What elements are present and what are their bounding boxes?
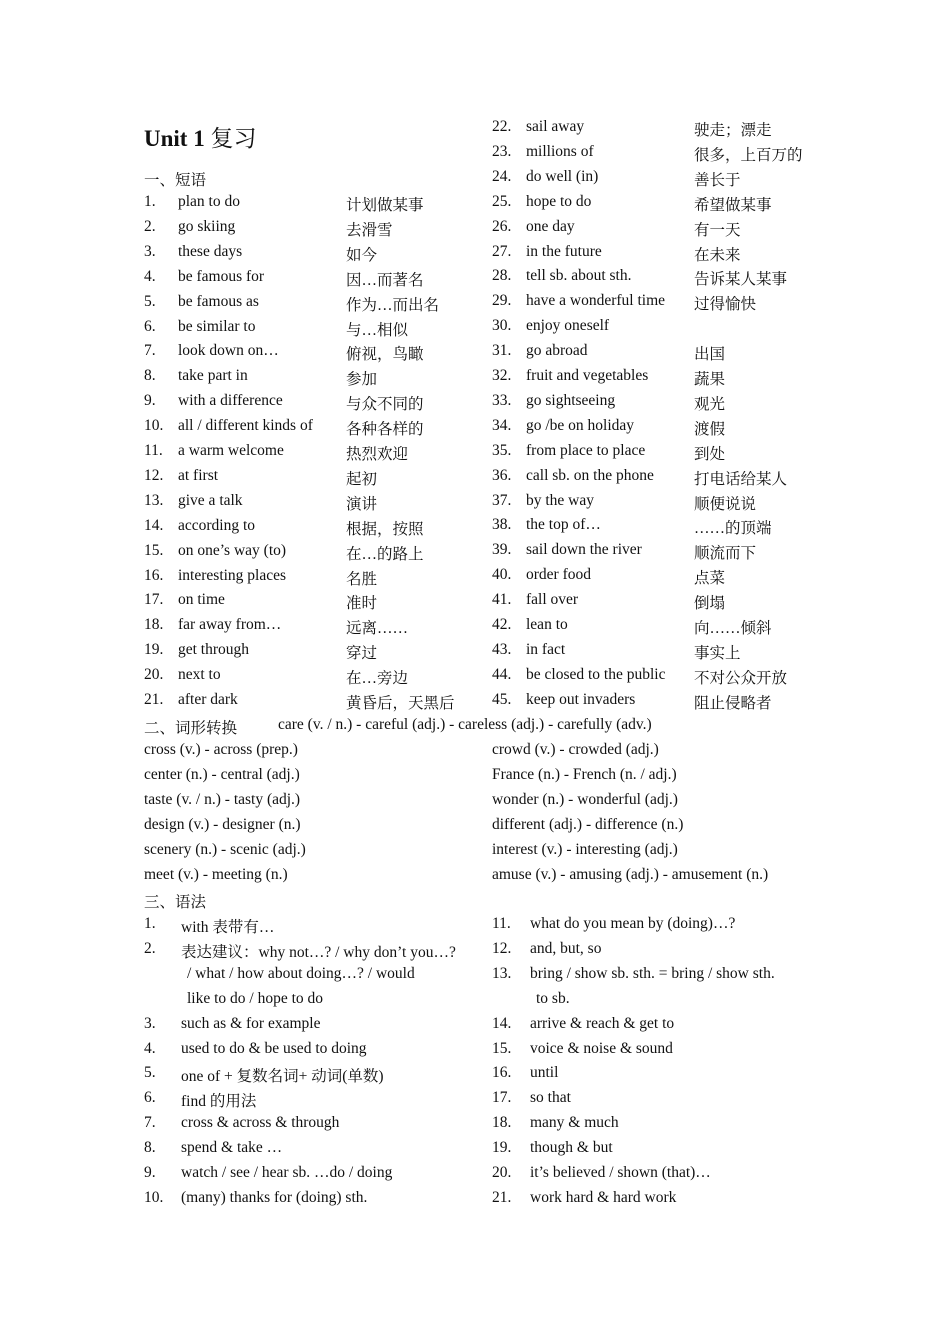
phrase-english: plan to do [178, 193, 240, 210]
phrase-chinese: 演讲 [346, 495, 378, 513]
grammar-item: many & much [530, 1114, 619, 1132]
phrase-number: 31. [492, 342, 512, 360]
phrase-chinese: 在…的路上 [346, 545, 424, 563]
phrase-number: 33. [492, 391, 512, 409]
phrase-chinese: 到处 [694, 445, 726, 463]
phrase-chinese: 远离…… [346, 620, 409, 638]
phrase-english: from place to place [526, 441, 646, 459]
phrase-english: have a wonderful time [526, 292, 666, 310]
grammar-item: 表达建议：why not…? / why don’t you…? [181, 943, 456, 961]
phrase-number: 41. [492, 591, 512, 609]
word-form-line: wonder (n.) - wonderful (adj.) [492, 790, 678, 808]
grammar-number: 8. [144, 1139, 156, 1157]
phrase-chinese: 点菜 [694, 570, 726, 588]
phrase-chinese: 穿过 [346, 645, 378, 663]
grammar-number: 5. [144, 1064, 156, 1082]
grammar-item: used to do & be used to doing [181, 1039, 367, 1057]
phrase-english: with a difference [178, 392, 283, 410]
phrase-chinese: 很多，上百万的 [694, 146, 803, 164]
grammar-item: though & but [530, 1139, 613, 1157]
phrase-english: hope to do [526, 192, 592, 210]
grammar-number: 18. [492, 1114, 512, 1132]
grammar-item: watch / see / hear sb. …do / doing [181, 1164, 393, 1181]
grammar-item: (many) thanks for (doing) sth. [181, 1188, 368, 1206]
phrase-english: lean to [526, 616, 568, 633]
phrase-chinese: 参加 [346, 371, 378, 389]
phrase-number: 38. [492, 516, 512, 534]
phrase-chinese: 顺流而下 [694, 545, 757, 563]
phrase-chinese: 与众不同的 [346, 396, 424, 414]
phrase-number: 15. [144, 541, 164, 559]
phrase-english: order food [526, 566, 591, 584]
phrase-number: 40. [492, 566, 512, 584]
phrase-number: 26. [492, 217, 512, 235]
phrase-number: 22. [492, 118, 512, 135]
grammar-number: 6. [144, 1089, 156, 1107]
section-heading-phrases: 一、短语 [144, 172, 207, 189]
phrase-chinese: 在…旁边 [346, 670, 409, 688]
grammar-item: one of + 复数名词+ 动词(单数) [181, 1068, 384, 1086]
grammar-item: it’s believed / shown (that)… [530, 1164, 711, 1181]
phrase-english: do well (in) [526, 167, 599, 185]
phrase-number: 29. [492, 292, 512, 310]
phrase-chinese: 去滑雪 [346, 221, 393, 239]
phrase-english: in fact [526, 640, 566, 658]
phrase-english: according to [178, 516, 256, 534]
word-form-line: interest (v.) - interesting (adj.) [492, 840, 678, 858]
phrase-number: 24. [492, 167, 512, 185]
phrase-number: 42. [492, 616, 512, 633]
grammar-item: what do you mean by (doing)…? [530, 915, 736, 932]
phrase-english: take part in [178, 367, 248, 385]
phrase-english: go sightseeing [526, 391, 616, 409]
phrase-english: go /be on holiday [526, 416, 635, 434]
phrase-english: be famous for [178, 267, 265, 285]
phrase-number: 45. [492, 690, 512, 708]
phrase-chinese: 起初 [346, 470, 378, 488]
phrase-number: 21. [144, 691, 164, 708]
word-form-line: center (n.) - central (adj.) [144, 765, 300, 783]
phrase-chinese: 准时 [346, 595, 378, 613]
phrase-number: 28. [492, 267, 512, 285]
grammar-number: 14. [492, 1014, 512, 1032]
phrase-chinese: 倒塌 [694, 595, 726, 613]
grammar-number: 13. [492, 964, 512, 982]
phrase-chinese: 观光 [694, 395, 726, 413]
grammar-item: cross & across & through [181, 1114, 340, 1132]
phrase-english: go skiing [178, 217, 236, 235]
grammar-number: 3. [144, 1014, 156, 1032]
phrase-english: these days [178, 242, 243, 260]
phrase-english: interesting places [178, 566, 287, 584]
phrase-chinese: 蔬果 [694, 371, 726, 388]
word-form-line: scenery (n.) - scenic (adj.) [144, 840, 306, 858]
grammar-number: 21. [492, 1188, 512, 1206]
phrase-chinese: 向……倾斜 [694, 620, 772, 637]
word-form-line: care (v. / n.) - careful (adj.) - careless (adj.) - carefully (adv.) [278, 716, 652, 733]
grammar-number: 19. [492, 1139, 512, 1157]
phrase-chinese: 计划做某事 [346, 197, 424, 214]
grammar-item: bring / show sb. sth. = bring / show sth. [530, 964, 775, 982]
phrase-chinese: 事实上 [694, 644, 741, 662]
phrase-number: 1. [144, 193, 156, 210]
phrase-chinese: 出国 [694, 346, 726, 364]
phrase-number: 27. [492, 242, 512, 260]
phrase-english: call sb. on the phone [526, 466, 654, 484]
phrase-english: tell sb. about sth. [526, 267, 632, 285]
page-title-en: Unit 1 [144, 126, 205, 151]
word-form-line: different (adj.) - difference (n.) [492, 815, 684, 833]
phrase-english: look down on… [178, 342, 279, 360]
grammar-number: 15. [492, 1039, 512, 1057]
phrase-english: give a talk [178, 491, 243, 509]
grammar-number: 16. [492, 1064, 512, 1082]
grammar-number: 20. [492, 1164, 512, 1181]
phrase-chinese: 善长于 [694, 171, 741, 189]
phrase-number: 11. [144, 442, 163, 459]
phrase-number: 19. [144, 641, 164, 659]
word-form-line: crowd (v.) - crowded (adj.) [492, 741, 659, 758]
grammar-item: so that [530, 1089, 571, 1107]
phrase-number: 18. [144, 616, 164, 634]
phrase-english: be similar to [178, 317, 256, 335]
phrase-number: 35. [492, 441, 512, 459]
grammar-item: arrive & reach & get to [530, 1014, 675, 1032]
phrase-english: sail down the river [526, 541, 642, 559]
phrase-english: get through [178, 641, 250, 659]
phrase-chinese: 驶走；漂走 [694, 122, 772, 139]
phrase-chinese: 与…相似 [346, 321, 409, 339]
phrase-english: one day [526, 217, 575, 235]
phrase-chinese: 在未来 [694, 246, 741, 264]
phrase-number: 13. [144, 491, 164, 509]
phrase-number: 6. [144, 317, 156, 335]
phrase-english: be closed to the public [526, 665, 666, 683]
phrase-chinese: 因…而著名 [346, 271, 424, 289]
phrase-number: 44. [492, 665, 512, 683]
phrase-number: 25. [492, 192, 512, 210]
phrase-number: 10. [144, 417, 164, 435]
word-form-line: France (n.) - French (n. / adj.) [492, 765, 677, 783]
phrase-number: 2. [144, 217, 156, 235]
grammar-number: 2. [144, 939, 156, 957]
phrase-english: enjoy oneself [526, 317, 610, 335]
phrase-chinese: 黄昏后，天黑后 [346, 695, 455, 712]
phrase-chinese: 有一天 [694, 221, 741, 239]
phrase-english: keep out invaders [526, 690, 636, 708]
phrase-number: 16. [144, 566, 164, 584]
word-form-line: taste (v. / n.) - tasty (adj.) [144, 790, 301, 808]
grammar-number: 4. [144, 1039, 156, 1057]
phrase-number: 5. [144, 292, 156, 310]
phrase-number: 3. [144, 242, 156, 260]
grammar-item: like to do / hope to do [187, 989, 324, 1007]
grammar-item: spend & take … [181, 1139, 283, 1157]
word-form-line: design (v.) - designer (n.) [144, 815, 301, 833]
phrase-english: on time [178, 591, 225, 609]
grammar-item: and, but, so [530, 939, 602, 957]
phrase-chinese: 希望做某事 [694, 196, 772, 214]
word-form-line: meet (v.) - meeting (n.) [144, 865, 288, 883]
phrase-chinese: 名胜 [346, 570, 378, 588]
phrase-chinese: 不对公众开放 [694, 669, 788, 687]
phrase-chinese: 阻止侵略者 [694, 694, 772, 712]
phrase-english: after dark [178, 691, 238, 708]
grammar-number: 9. [144, 1164, 156, 1181]
phrase-number: 30. [492, 317, 512, 335]
phrase-number: 17. [144, 591, 164, 609]
grammar-number: 10. [144, 1188, 164, 1206]
phrase-english: be famous as [178, 292, 259, 310]
grammar-number: 17. [492, 1089, 512, 1107]
grammar-number: 1. [144, 915, 156, 932]
phrase-english: on one’s way (to) [178, 541, 287, 559]
phrase-english: a warm welcome [178, 442, 284, 459]
phrase-chinese: 告诉某人某事 [694, 271, 788, 289]
phrase-number: 20. [144, 666, 164, 684]
grammar-item: voice & noise & sound [530, 1039, 673, 1057]
grammar-item: such as & for example [181, 1014, 321, 1032]
phrase-chinese: 根据，按照 [346, 520, 424, 538]
phrase-chinese: 如今 [346, 246, 378, 264]
phrase-english: in the future [526, 242, 602, 260]
phrase-number: 37. [492, 491, 512, 509]
phrase-chinese: 打电话给某人 [694, 470, 788, 488]
phrase-chinese: 作为…而出名 [346, 296, 440, 314]
phrase-number: 36. [492, 466, 512, 484]
page-title [144, 120, 256, 153]
phrase-english: far away from… [178, 616, 282, 634]
phrase-english: millions of [526, 142, 594, 160]
phrase-english: fruit and vegetables [526, 367, 649, 384]
phrase-number: 23. [492, 142, 512, 160]
phrase-number: 14. [144, 516, 164, 534]
section-heading-grammar: 三、语法 [144, 894, 207, 911]
grammar-item: to sb. [536, 989, 570, 1007]
grammar-number: 11. [492, 915, 511, 932]
section-heading-word-forms: 二、词形转换 [144, 720, 238, 737]
phrase-number: 32. [492, 367, 512, 384]
phrase-chinese: 过得愉快 [694, 296, 757, 314]
phrase-chinese: 顺便说说 [694, 495, 757, 513]
phrase-number: 12. [144, 466, 164, 484]
phrase-number: 9. [144, 392, 156, 410]
phrase-english: fall over [526, 591, 579, 609]
grammar-number: 7. [144, 1114, 156, 1132]
phrase-english: go abroad [526, 342, 588, 360]
phrase-chinese: 俯视，鸟瞰 [346, 346, 424, 364]
phrase-number: 8. [144, 367, 156, 385]
phrase-number: 7. [144, 342, 156, 360]
grammar-item: until [530, 1064, 559, 1082]
phrase-number: 34. [492, 416, 512, 434]
grammar-item: find 的用法 [181, 1093, 257, 1111]
grammar-item: work hard & hard work [530, 1188, 677, 1206]
grammar-number: 12. [492, 939, 512, 957]
phrase-chinese: 渡假 [694, 420, 726, 438]
phrase-english: sail away [526, 118, 585, 135]
grammar-item: with 表带有… [181, 919, 275, 936]
phrase-english: by the way [526, 491, 595, 509]
phrase-chinese: 热烈欢迎 [346, 446, 409, 463]
phrase-number: 43. [492, 640, 512, 658]
phrase-chinese: 各种各样的 [346, 421, 424, 439]
word-form-line: cross (v.) - across (prep.) [144, 741, 298, 758]
grammar-item: / what / how about doing…? / would [187, 964, 415, 982]
phrase-chinese: ……的顶端 [694, 520, 772, 538]
phrase-number: 4. [144, 267, 156, 285]
phrase-english: the top of… [526, 516, 601, 534]
phrase-english: next to [178, 666, 221, 684]
phrase-english: all / different kinds of [178, 417, 313, 435]
word-form-line: amuse (v.) - amusing (adj.) - amusement (n.) [492, 865, 769, 883]
phrase-english: at first [178, 466, 219, 484]
page-title-zh: 复习 [210, 126, 257, 151]
phrase-number: 39. [492, 541, 512, 559]
